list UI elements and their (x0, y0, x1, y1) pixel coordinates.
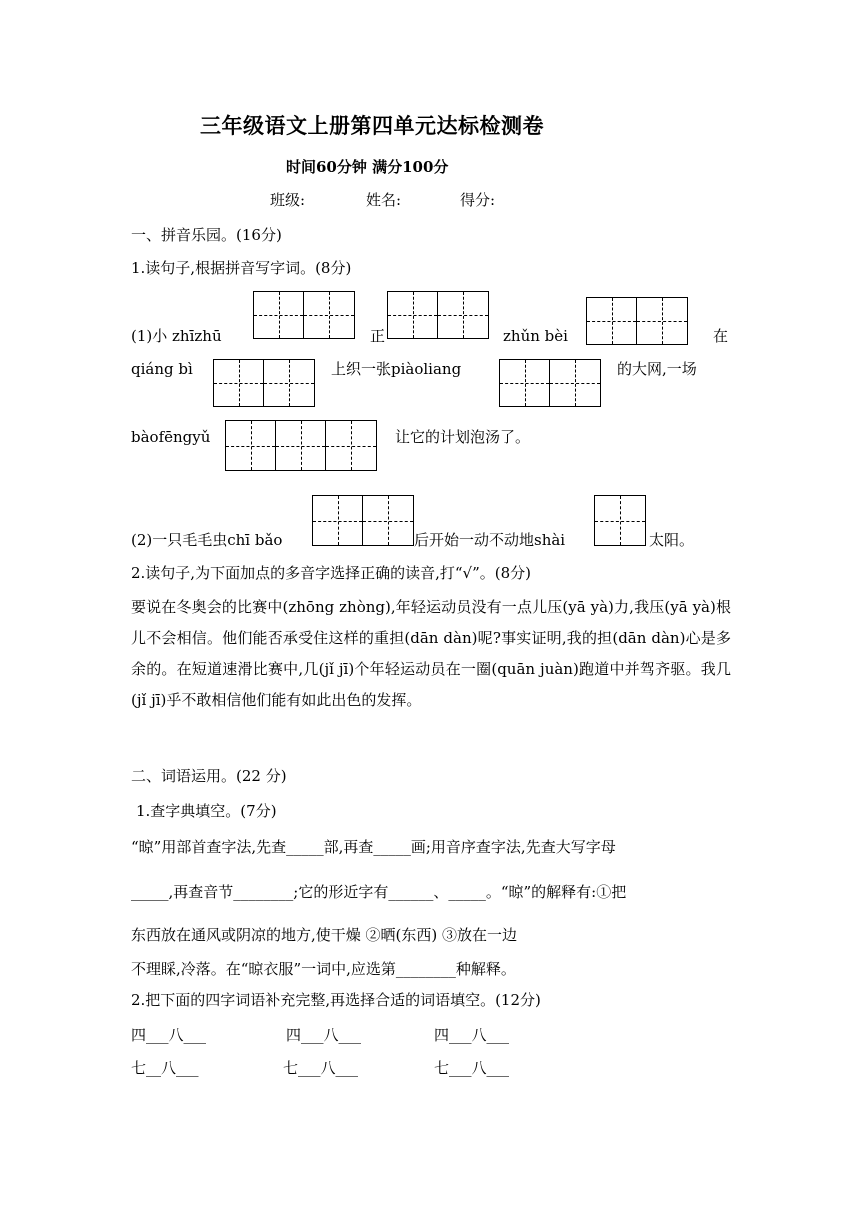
name-label: 姓名: (366, 191, 402, 209)
s2-q1-line: _____,再查音节________;它的形近字有______、_____。“晾”的解释有:①把 (131, 883, 627, 901)
class-label: 班级: (270, 191, 306, 209)
section1-heading: 一、拼音乐园。(16分) (131, 226, 282, 244)
q1-line2-text: 上织一张piàoliang (331, 360, 462, 378)
q1-line3-text: 让它的计划泡汤了。 (395, 428, 531, 446)
score-label: 得分: (460, 191, 496, 209)
q2-heading: 2.读句子,为下面加点的多音字选择正确的读音,打“√”。(8分) (131, 564, 531, 582)
q1-line4-text: (2)一只毛毛虫chī bǎo (131, 531, 283, 549)
s2-q2-heading: 2.把下面的四字词语补充完整,再选择合适的词语填空。(12分) (131, 991, 541, 1009)
q2-paragraph: 要说在冬奥会的比赛中(zhōng zhòng),年轻运动员没有一点儿压(yā yà)力,我压(yā yà)根儿不会相信。他们能否承受住这样的重担(dān dàn)呢?事实证明,我的担(dān dàn)心是多余的。在短道速滑比赛中,几(jǐ jī)个年轻运动员在一圈(quān juàn)跑道中并驾齐驱。我几(jǐ jī)乎不敢相信他们能有如此出色的发挥。 (131, 598, 731, 709)
q1-line1-text: zhǔn bèi (503, 327, 568, 345)
writing-grid-chibao[interactable] (312, 495, 414, 546)
s2-q1-line: 不理睬,冷落。在“晾衣服”一词中,应选第________种解释。 (131, 960, 516, 978)
q1-line1-text: 正 (370, 327, 386, 345)
writing-grid-zhunbei[interactable] (387, 291, 489, 339)
page-title: 三年级语文上册第四单元达标检测卷 (200, 113, 544, 138)
writing-grid-zhizhu[interactable] (253, 291, 355, 339)
s2-q1-line: 东西放在通风或阴凉的地方,使干燥 ②晒(东西) ③放在一边 (131, 926, 518, 944)
writing-grid-qiangbi[interactable] (586, 297, 688, 345)
q1-line4-text: 太阳。 (649, 531, 695, 549)
section2-heading: 二、词语运用。(22 分) (131, 767, 287, 785)
q1-heading: 1.读句子,根据拼音写字词。(8分) (131, 259, 352, 277)
writing-grid-qiangbi-answer[interactable] (213, 359, 315, 407)
exam-subtitle: 时间60分钟 满分100分 (286, 158, 449, 176)
q1-line1-text: (1)小 zhīzhū (131, 327, 222, 345)
writing-grid-piaoliang[interactable] (499, 359, 601, 407)
q1-line3-text: bàofēngyǔ (131, 428, 211, 446)
idiom-blank: 七___八___ (283, 1059, 359, 1077)
writing-grid-shai[interactable] (594, 495, 646, 546)
q1-line2-text: qiáng bì (131, 360, 193, 378)
q1-line2-text: 的大网,一场 (617, 360, 697, 378)
idiom-blank: 七___八___ (434, 1059, 510, 1077)
idiom-blank: 四___八___ (286, 1026, 362, 1044)
q1-line1-text: 在 (713, 327, 729, 345)
idiom-blank: 四___八___ (131, 1026, 207, 1044)
writing-grid-baofengyu[interactable] (225, 420, 377, 471)
s2-q1-line: “晾”用部首查字法,先查_____部,再查_____画;用音序查字法,先查大写字母 (131, 838, 616, 856)
idiom-blank: 七__八___ (131, 1059, 199, 1077)
idiom-blank: 四___八___ (434, 1026, 510, 1044)
q1-line4-text: 后开始一动不动地shài (414, 531, 566, 549)
s2-q1-heading: 1.查字典填空。(7分) (136, 802, 277, 820)
